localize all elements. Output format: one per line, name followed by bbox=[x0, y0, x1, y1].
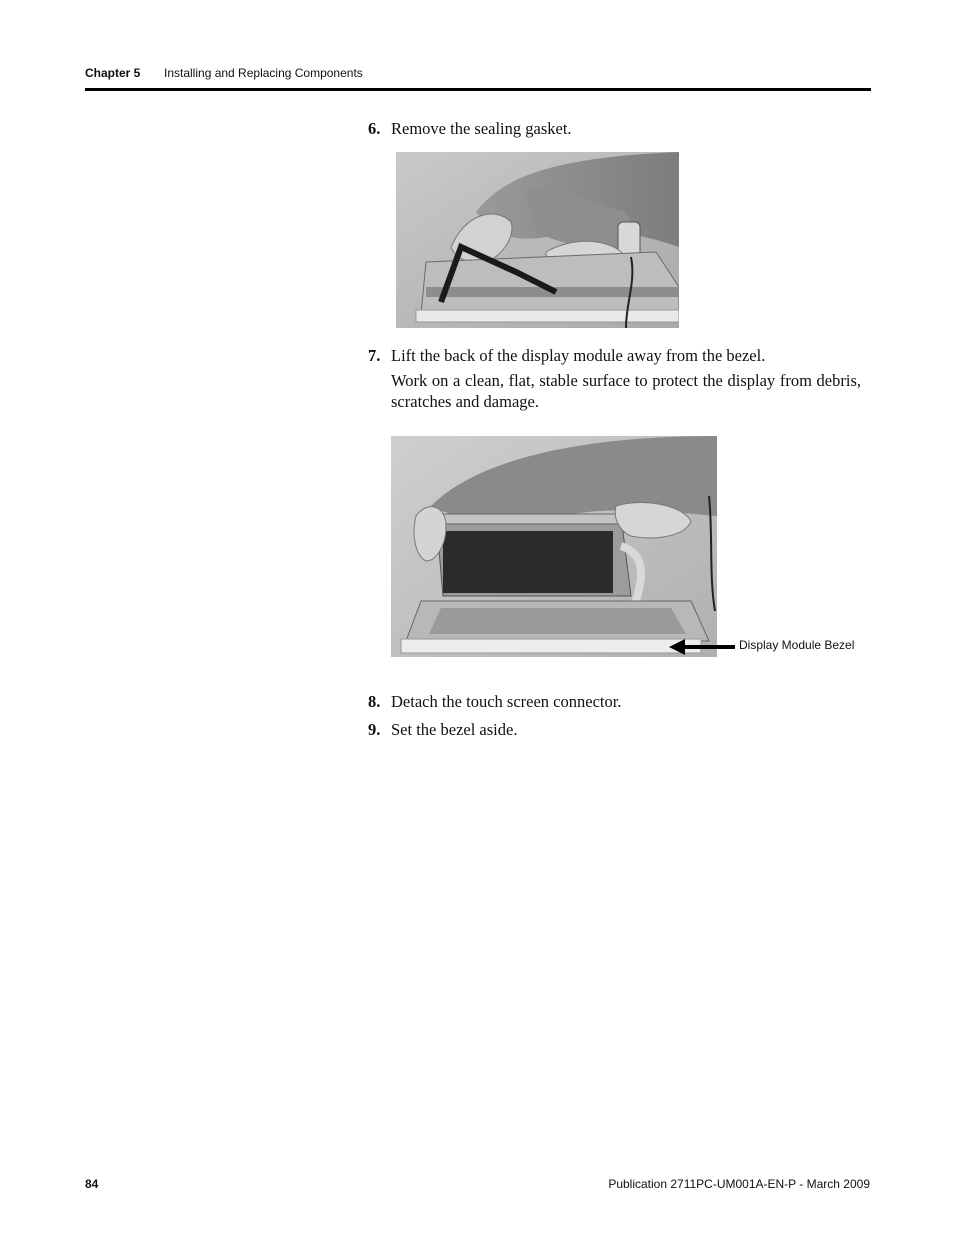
callout-arrow-icon bbox=[669, 637, 735, 657]
page-number: 84 bbox=[85, 1177, 99, 1191]
chapter-label: Chapter 5 bbox=[85, 66, 141, 80]
step-text: Set the bezel aside. bbox=[391, 720, 518, 739]
publication-info: Publication 2711PC-UM001A-EN-P - March 2009 bbox=[608, 1177, 870, 1191]
step-text: Lift the back of the display module away from the bezel. bbox=[391, 346, 766, 365]
step-number: 8. bbox=[368, 692, 381, 711]
section-title: Installing and Replacing Components bbox=[164, 66, 363, 80]
step-number: 6. bbox=[368, 119, 381, 138]
step-number: 9. bbox=[368, 720, 381, 739]
step-7-note: Work on a clean, flat, stable surface to protect the display from debris, scratches and damage. bbox=[391, 371, 861, 411]
header-rule bbox=[85, 88, 871, 91]
step-number: 7. bbox=[368, 346, 381, 365]
step-text: Remove the sealing gasket. bbox=[391, 119, 572, 138]
bezel-callout-label: Display Module Bezel bbox=[739, 638, 855, 652]
gasket-removal-photo bbox=[396, 152, 679, 328]
step-text: Detach the touch screen connector. bbox=[391, 692, 622, 711]
display-module-lift-photo bbox=[391, 436, 717, 657]
